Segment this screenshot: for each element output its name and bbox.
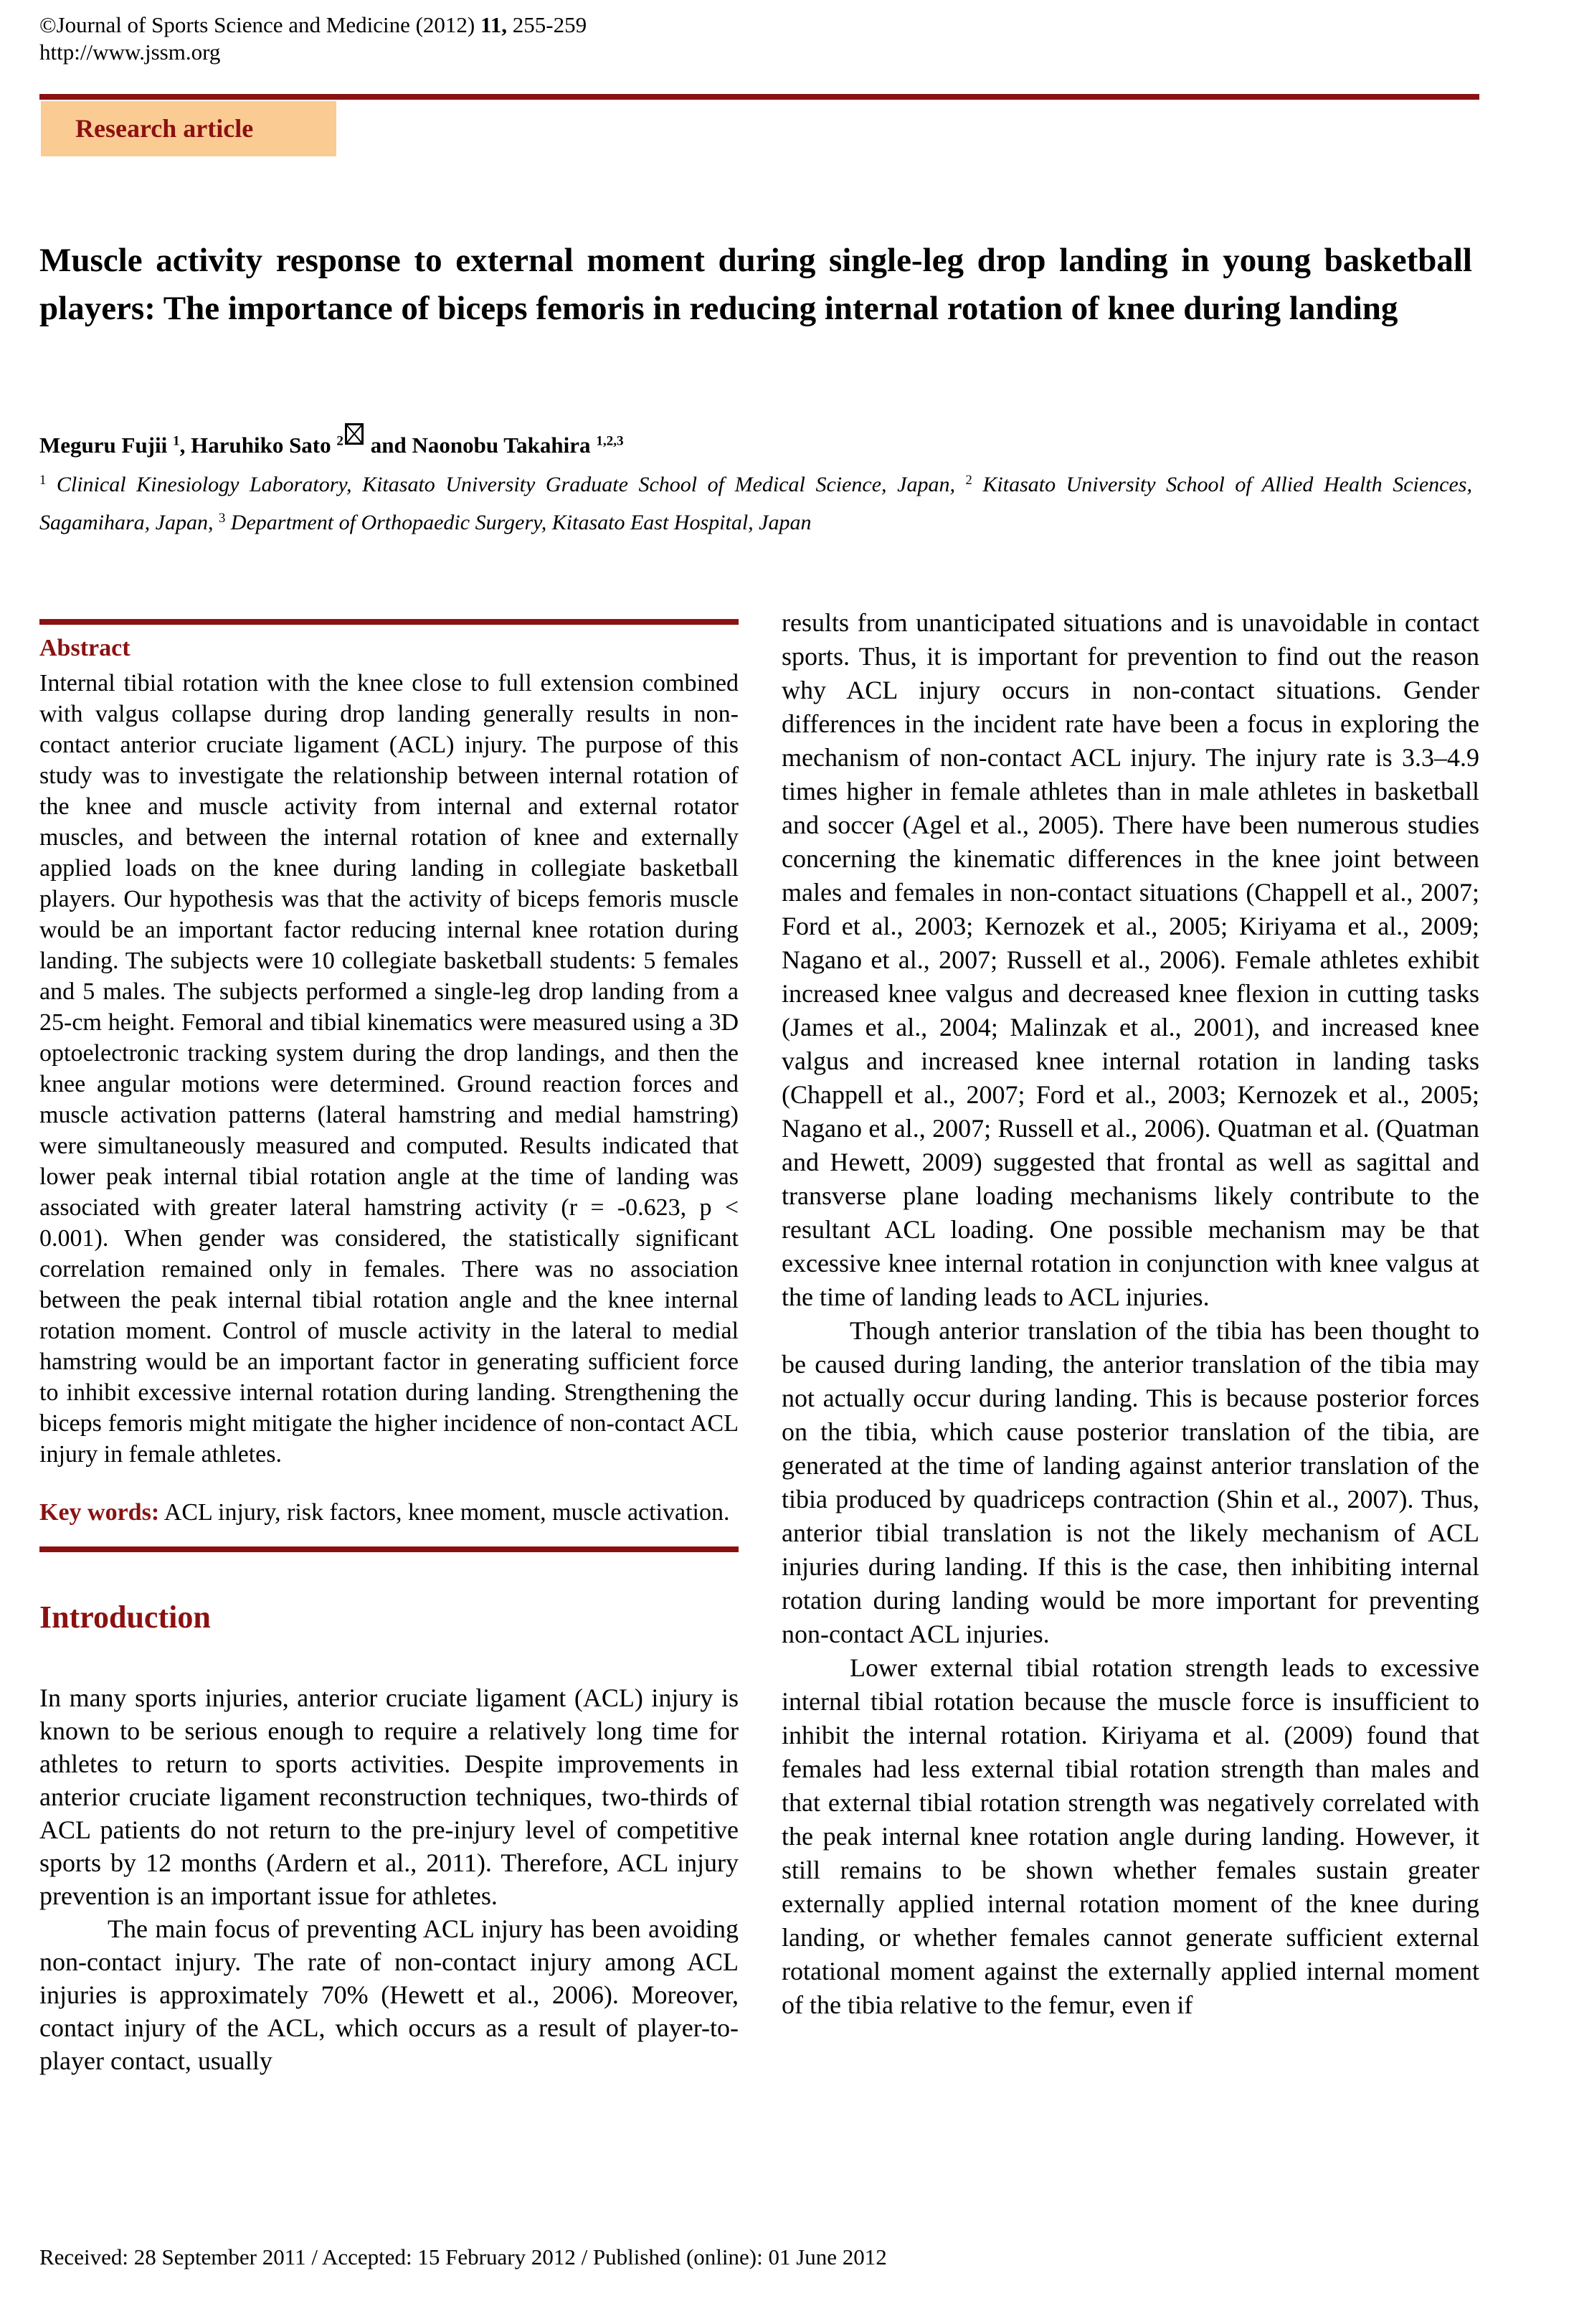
keywords-line xyxy=(39,1497,739,1528)
citation-volume: 11, xyxy=(480,12,508,37)
abstract-bottom-rule xyxy=(39,1546,739,1552)
affiliation-3: Department of Orthopaedic Surgery, Kitasato East Hospital, Japan xyxy=(225,511,812,535)
introduction-heading: Introduction xyxy=(39,1600,211,1635)
abstract-text: Internal tibial rotation with the knee close to full extension combined with valgus collapse during drop landing generally results in non-contact anterior cruciate ligament (ACL) injury. The purpose of this study was to investigate the relationship between internal rotation of the knee and muscle activity from internal and external rotator muscles, and between the internal rotation of knee and externally applied loads on the knee during landing in collegiate basketball players. Our hypothesis was that the activity of biceps femoris muscle would be an important factor reducing internal knee rotation during landing. The subjects were 10 collegiate basketball students: 5 females and 5 males. The subjects performed a single-leg drop landing from a 25-cm height. Femoral and tibial kinematics were measured using a 3D optoelectronic tracking system during the drop landings, and then the knee angular motions were determined. Ground reaction forces and muscle activation patterns (lateral hamstring and medial hamstring) were simultaneously measured and computed. Results indicated that lower peak internal tibial rotation angle at the time of landing was associated with greater lateral hamstring activity (r = -0.623, p < 0.001). When gender was considered, the statistically significant correlation remained only in females. There was no association between the peak internal tibial rotation angle and the knee internal rotation moment. Control of muscle activity in the lateral to medial hamstring would be an important factor in generating sufficient force to inhibit excessive internal rotation during landing. Strengthening the biceps femoris might mitigate the higher incidence of non-contact ACL injury in female athletes. xyxy=(39,670,739,1468)
article-type-label: Research article xyxy=(75,114,254,143)
author-3-affil-sup: 1,2,3 xyxy=(596,433,624,449)
left-column xyxy=(39,606,739,2077)
citation-prefix: ©Journal of Sports Science and Medicine (2012) xyxy=(39,12,480,37)
citation-pages: 255-259 xyxy=(507,12,587,37)
author-2: , Haruhiko Sato xyxy=(179,432,337,458)
introduction-paragraph-2: The main focus of preventing ACL injury has been avoiding non-contact injury. The rate of non-contact injury among ACL injuries is approximately 70% (Hewett et al., 2006). Moreover, contact injury of the ACL, which occurs as a result of player-to-player contact, usually xyxy=(39,1914,739,2075)
journal-citation xyxy=(39,11,587,39)
author-2-affil-sup: 2 xyxy=(336,433,343,449)
abstract-top-rule xyxy=(39,619,739,625)
right-column-paragraph-2: Though anterior translation of the tibia has been thought to be caused during landing, the anterior translation of the tibia may not actually occur during landing. This is because posterior forces on the tibia, which cause posterior translation of the tibia, are generated at the time of landing against anterior translation of the tibia produced by quadriceps contraction (Shin et al., 2007). Thus, anterior tibial translation is not the likely mechanism of ACL injuries during landing. If this is the case, then inhibiting internal rotation during landing would be more important for preventing non-contact ACL injuries. xyxy=(782,1316,1479,1648)
received-accepted-published-line: Received: 28 September 2011 / Accepted: 15 February 2012 / Published (online): 01 June 2012 xyxy=(39,2244,887,2269)
abstract-heading: Abstract xyxy=(39,635,131,661)
top-divider-rule xyxy=(39,94,1479,100)
article-type-badge xyxy=(41,101,336,156)
article-title: Muscle activity response to external moment during single-leg drop landing in young basketball players: The importance of biceps femoris in reducing internal rotation of knee during landing xyxy=(39,242,1472,327)
affiliation-1: Clinical Kinesiology Laboratory, Kitasato University Graduate School of Medical Science, Japan, xyxy=(46,473,966,497)
email-icon xyxy=(345,423,364,445)
affiliation-1-sup: 1 xyxy=(39,473,47,488)
right-column-paragraph-1: results from unanticipated situations and is unavoidable in contact sports. Thus, it is important for prevention to find out the reason why ACL injury occurs in non-contact situations. Gender differences in the incident rate have been a focus in exploring the mechanism of non-contact ACL injury. The injury rate is 3.3–4.9 times higher in female athletes than in male athletes in basketball and soccer (Agel et al., 2005). There have been numerous studies concerning the kinematic differences in the knee joint between males and females in non-contact situations (Chappell et al., 2007; Ford et al., 2003; Kernozek et al., 2005; Kiriyama et al., 2009; Nagano et al., 2007; Russell et al., 2006). Female athletes exhibit increased knee valgus and decreased knee flexion in cutting tasks (James et al., 2004; Malinzak et al., 2001), and increased knee valgus and increased knee internal rotation in landing tasks (Chappell et al., 2007; Ford et al., 2003; Kernozek et al., 2005; Nagano et al., 2007; Russell et al., 2006). Quatman et al. (Quatman and Hewett, 2009) suggested that frontal as well as sagittal and transverse plane loading mechanisms likely contribute to the resultant ACL loading. One possible mechanism may be that excessive knee internal rotation in conjunction with knee valgus at the time of landing leads to ACL injuries. xyxy=(782,608,1479,1311)
affiliation-2-sup: 2 xyxy=(965,473,972,488)
right-column-paragraph-3: Lower external tibial rotation strength leads to excessive internal tibial rotation because the muscle force is insufficient to inhibit the internal rotation. Kiriyama et al. (2009) found that females had less external tibial rotation strength than males and that external tibial rotation strength was negatively correlated with the peak internal knee rotation angle during landing. However, it still remains to be shown whether females sustain greater externally applied internal rotation moment of the knee during landing, or whether females cannot generate sufficient external rotational moment against the externally applied internal moment of the tibia relative to the femur, even if xyxy=(782,1653,1479,2019)
author-1: Meguru Fujii xyxy=(39,432,173,458)
keywords-label: Key words: xyxy=(39,1499,160,1526)
keywords-text: ACL injury, risk factors, knee moment, muscle activation. xyxy=(159,1499,730,1526)
affiliation-3-sup: 3 xyxy=(219,511,226,526)
right-column xyxy=(782,606,1479,2022)
introduction-paragraph-1: In many sports injuries, anterior cruciate ligament (ACL) injury is known to be serious enough to require a relatively long time for athletes to return to sports activities. Despite improvements in anterior cruciate ligament reconstruction techniques, two-thirds of ACL patients do not return to the pre-injury level of competitive sports by 12 months (Ardern et al., 2011). Therefore, ACL injury prevention is an important issue for athletes. xyxy=(39,1683,739,1910)
author-3: and Naonobu Takahira xyxy=(365,432,597,458)
affiliations xyxy=(39,463,1472,539)
author-line xyxy=(39,423,1472,460)
affiliation-2: Kitasato University School of Allied Health Sciences, Sagamihara, Japan, xyxy=(39,473,1472,535)
journal-url: http://www.jssm.org xyxy=(39,39,221,65)
author-1-affil-sup: 1 xyxy=(173,433,180,449)
